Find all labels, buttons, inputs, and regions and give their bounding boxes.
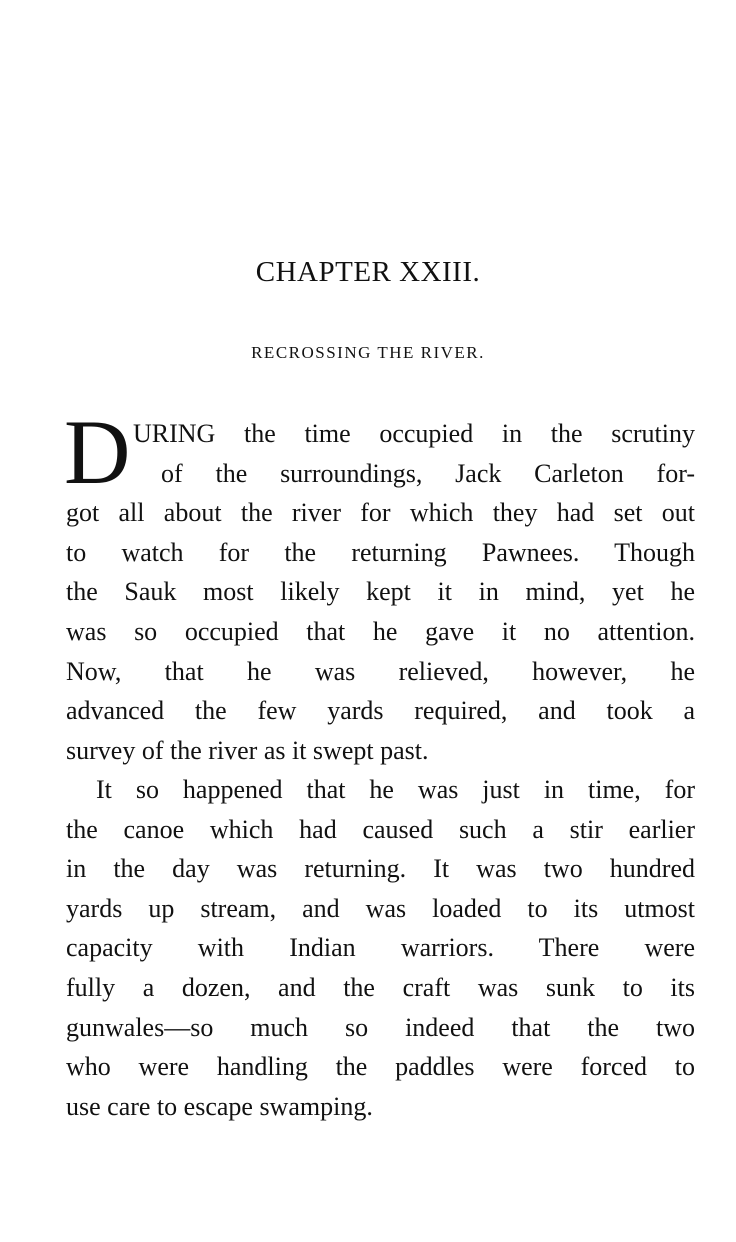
text-line: the Sauk most likely kept it in mind, yet he: [66, 577, 695, 607]
paragraph-1-body: [66, 493, 695, 770]
chapter-title: CHAPTER XXIII.: [255, 256, 481, 288]
text-line: of the surroundings, Jack Carleton for-: [161, 458, 695, 488]
text-line: fully a dozen, and the craft was sunk to its: [66, 972, 695, 1002]
text-line: was so occupied that he gave it no attention.: [66, 616, 695, 646]
text-line: gunwales—so much so indeed that the two: [66, 1012, 695, 1042]
text-line: got all about the river for which they had set out: [66, 498, 695, 528]
text-line: survey of the river as it swept past.: [66, 735, 429, 765]
text-line: It so happened that he was just in time, for: [96, 775, 695, 804]
text-line: capacity with Indian warriors. There were: [66, 933, 695, 963]
text-line: use care to escape swamping.: [66, 1091, 373, 1121]
paragraph-1-line-1: [133, 414, 695, 454]
text-line: URING the time occupied in the scrutiny: [133, 419, 695, 448]
text-line: yards up stream, and was loaded to its utmost: [66, 893, 695, 923]
text-line: advanced the few yards required, and took a: [66, 696, 695, 726]
text-line: who were handling the paddles were forced to: [66, 1052, 695, 1082]
text-line: the canoe which had caused such a stir earlier: [66, 814, 695, 844]
drop-cap: D: [64, 401, 131, 503]
paragraph-1-line-2: [161, 454, 695, 494]
text-line: to watch for the returning Pawnees. Though: [66, 537, 695, 567]
text-line: in the day was returning. It was two hundred: [66, 854, 695, 884]
chapter-subtitle: RECROSSING THE RIVER.: [251, 343, 485, 362]
paragraph-2: [66, 770, 695, 1126]
text-line: Now, that he was relieved, however, he: [66, 656, 695, 686]
